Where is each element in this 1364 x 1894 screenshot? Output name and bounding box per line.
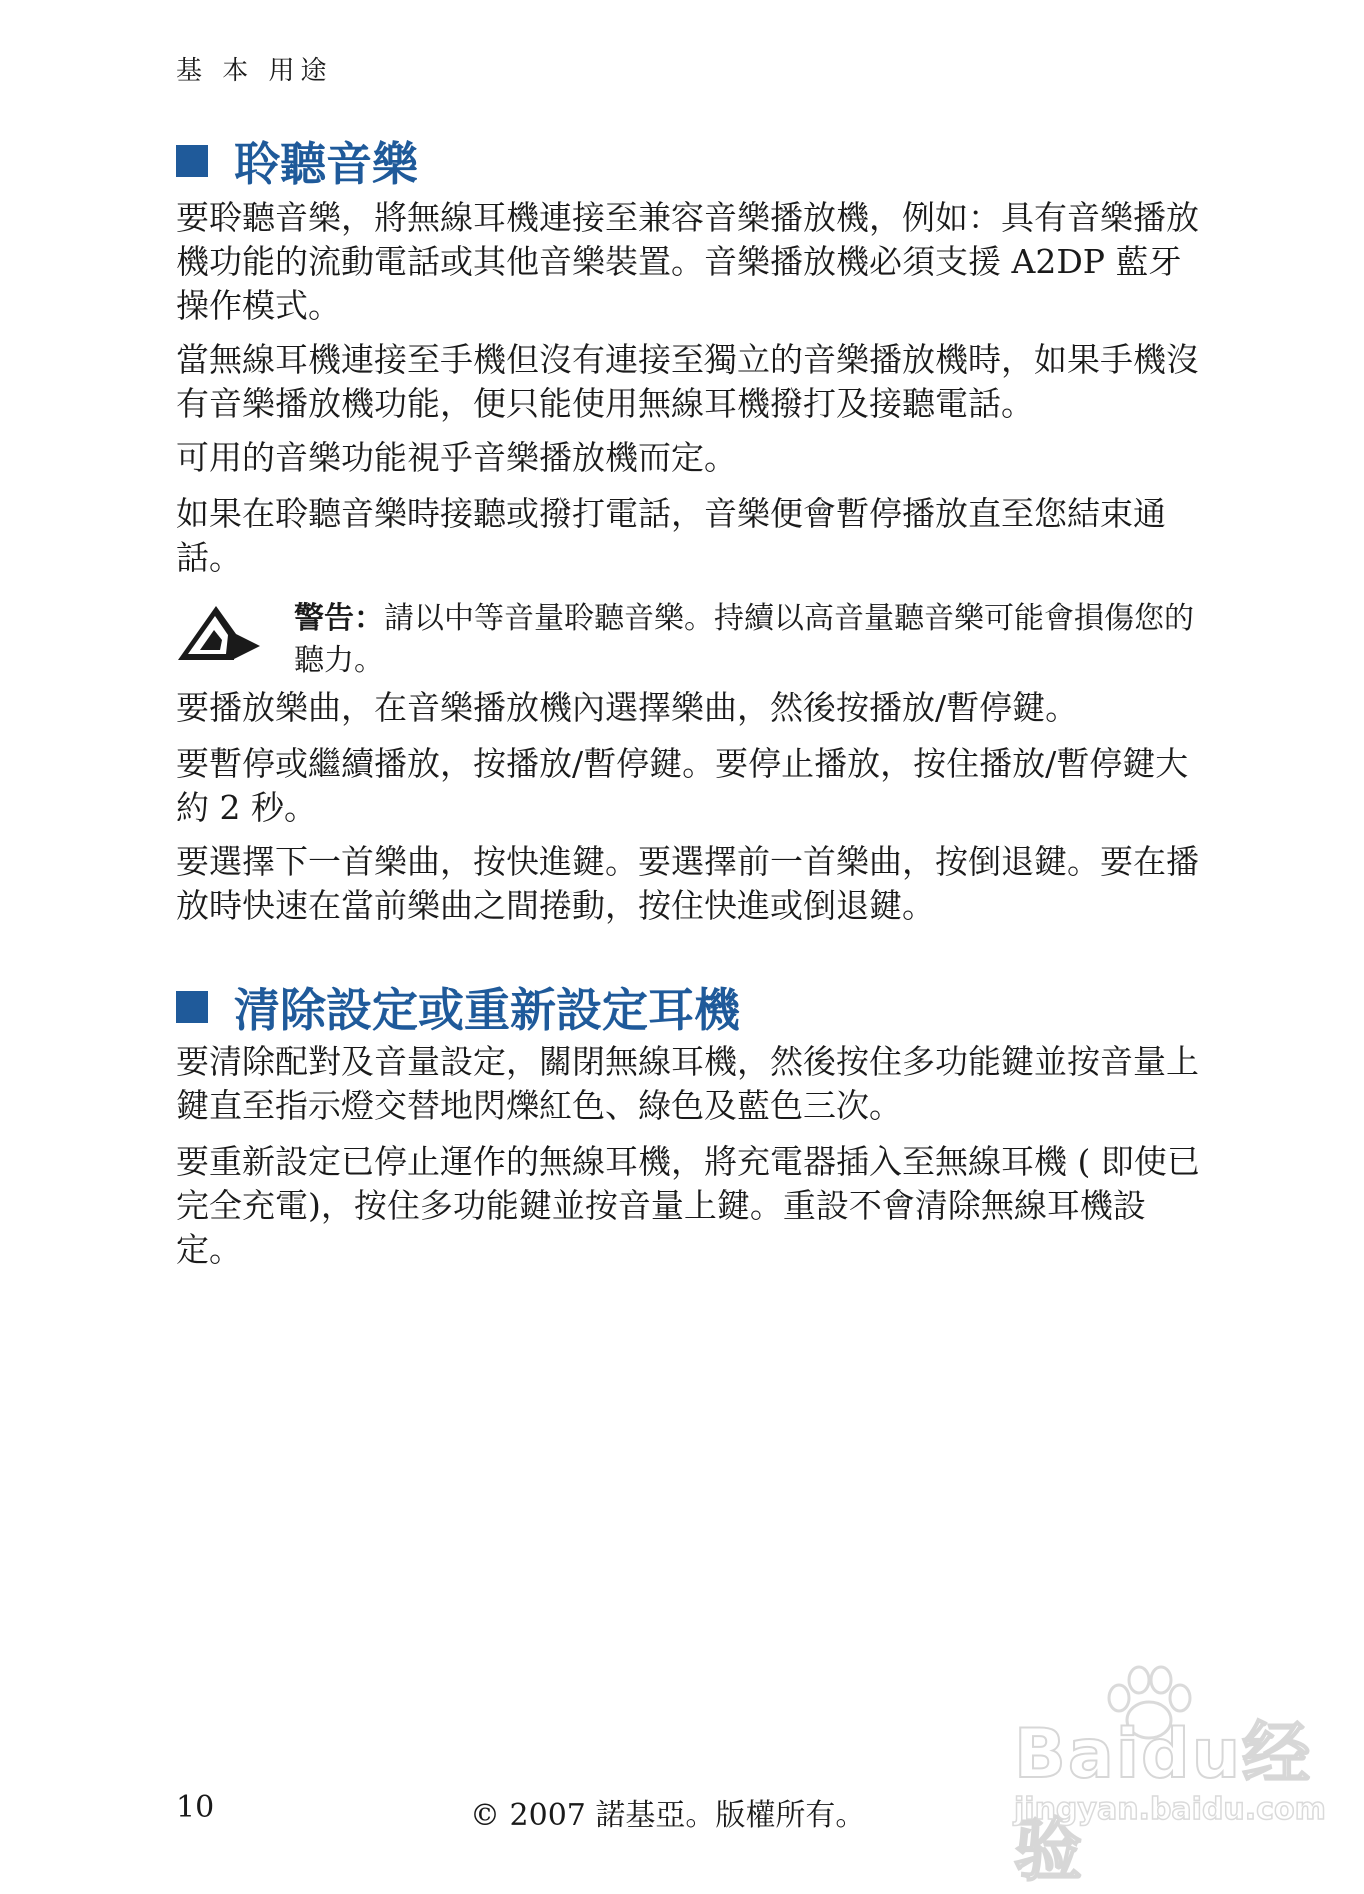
heading-square-bullet — [176, 991, 208, 1023]
baidu-watermark — [994, 1660, 1326, 1891]
paragraph: 要播放樂曲，在音樂播放機內選擇樂曲，然後按播放/暫停鍵。 — [176, 688, 1079, 727]
paragraph: 當無線耳機連接至手機但沒有連接至獨立的音樂播放機時，如果手機沒有音樂播放機功能，便只能使用無線耳機撥打及接聽電話。 — [176, 340, 1199, 423]
watermark-brand: Baidu经验 — [1014, 1715, 1313, 1891]
heading-square-bullet — [176, 145, 208, 177]
paragraph: 要重新設定已停止運作的無線耳機，將充電器插入至無線耳機 ( 即使已完全充電)，按住多功能鍵並按音量上鍵。重設不會清除無線耳機設定。 — [176, 1142, 1200, 1269]
paragraph: 要清除配對及音量設定，關閉無線耳機，然後按住多功能鍵並按音量上鍵直至指示燈交替地閃爍紅色、綠色及藍色三次。 — [176, 1042, 1199, 1125]
copyright-notice: © 2007 諾基亞。版權所有。 — [470, 1798, 866, 1833]
page-number: 10 — [176, 1790, 215, 1825]
warning-body: 請以中等音量聆聽音樂。持續以高音量聽音樂可能會損傷您的聽力。 — [294, 601, 1194, 678]
warning-triangle-hand-icon — [176, 602, 262, 662]
section-heading-reset-headset — [176, 974, 740, 1040]
section-heading-text: 清除設定或重新設定耳機 — [234, 983, 740, 1037]
warning-notice — [176, 598, 1206, 688]
warning-label: 警告： — [294, 601, 384, 636]
paragraph: 要暫停或繼續播放，按播放/暫停鍵。要停止播放，按住播放/暫停鍵大約 2 秒。 — [176, 744, 1189, 827]
paragraph: 要選擇下一首樂曲，按快進鍵。要選擇前一首樂曲，按倒退鍵。要在播放時快速在當前樂曲之間捲動，按住快進或倒退鍵。 — [176, 842, 1199, 925]
paragraph: 要聆聽音樂，將無線耳機連接至兼容音樂播放機，例如：具有音樂播放機功能的流動電話或其他音樂裝置。音樂播放機必須支援 A2DP 藍牙操作模式。 — [176, 198, 1199, 325]
paragraph: 如果在聆聽音樂時接聽或撥打電話，音樂便會暫停播放直至您結束通話。 — [176, 494, 1166, 577]
paragraph: 可用的音樂功能視乎音樂播放機而定。 — [176, 438, 737, 477]
section-heading-listen-music — [176, 128, 418, 194]
watermark-url: jingyan.baidu.com — [1014, 1792, 1326, 1827]
warning-text — [294, 598, 1204, 682]
running-head: 基 本 用途 — [176, 56, 333, 86]
section-heading-text: 聆聽音樂 — [234, 137, 418, 191]
